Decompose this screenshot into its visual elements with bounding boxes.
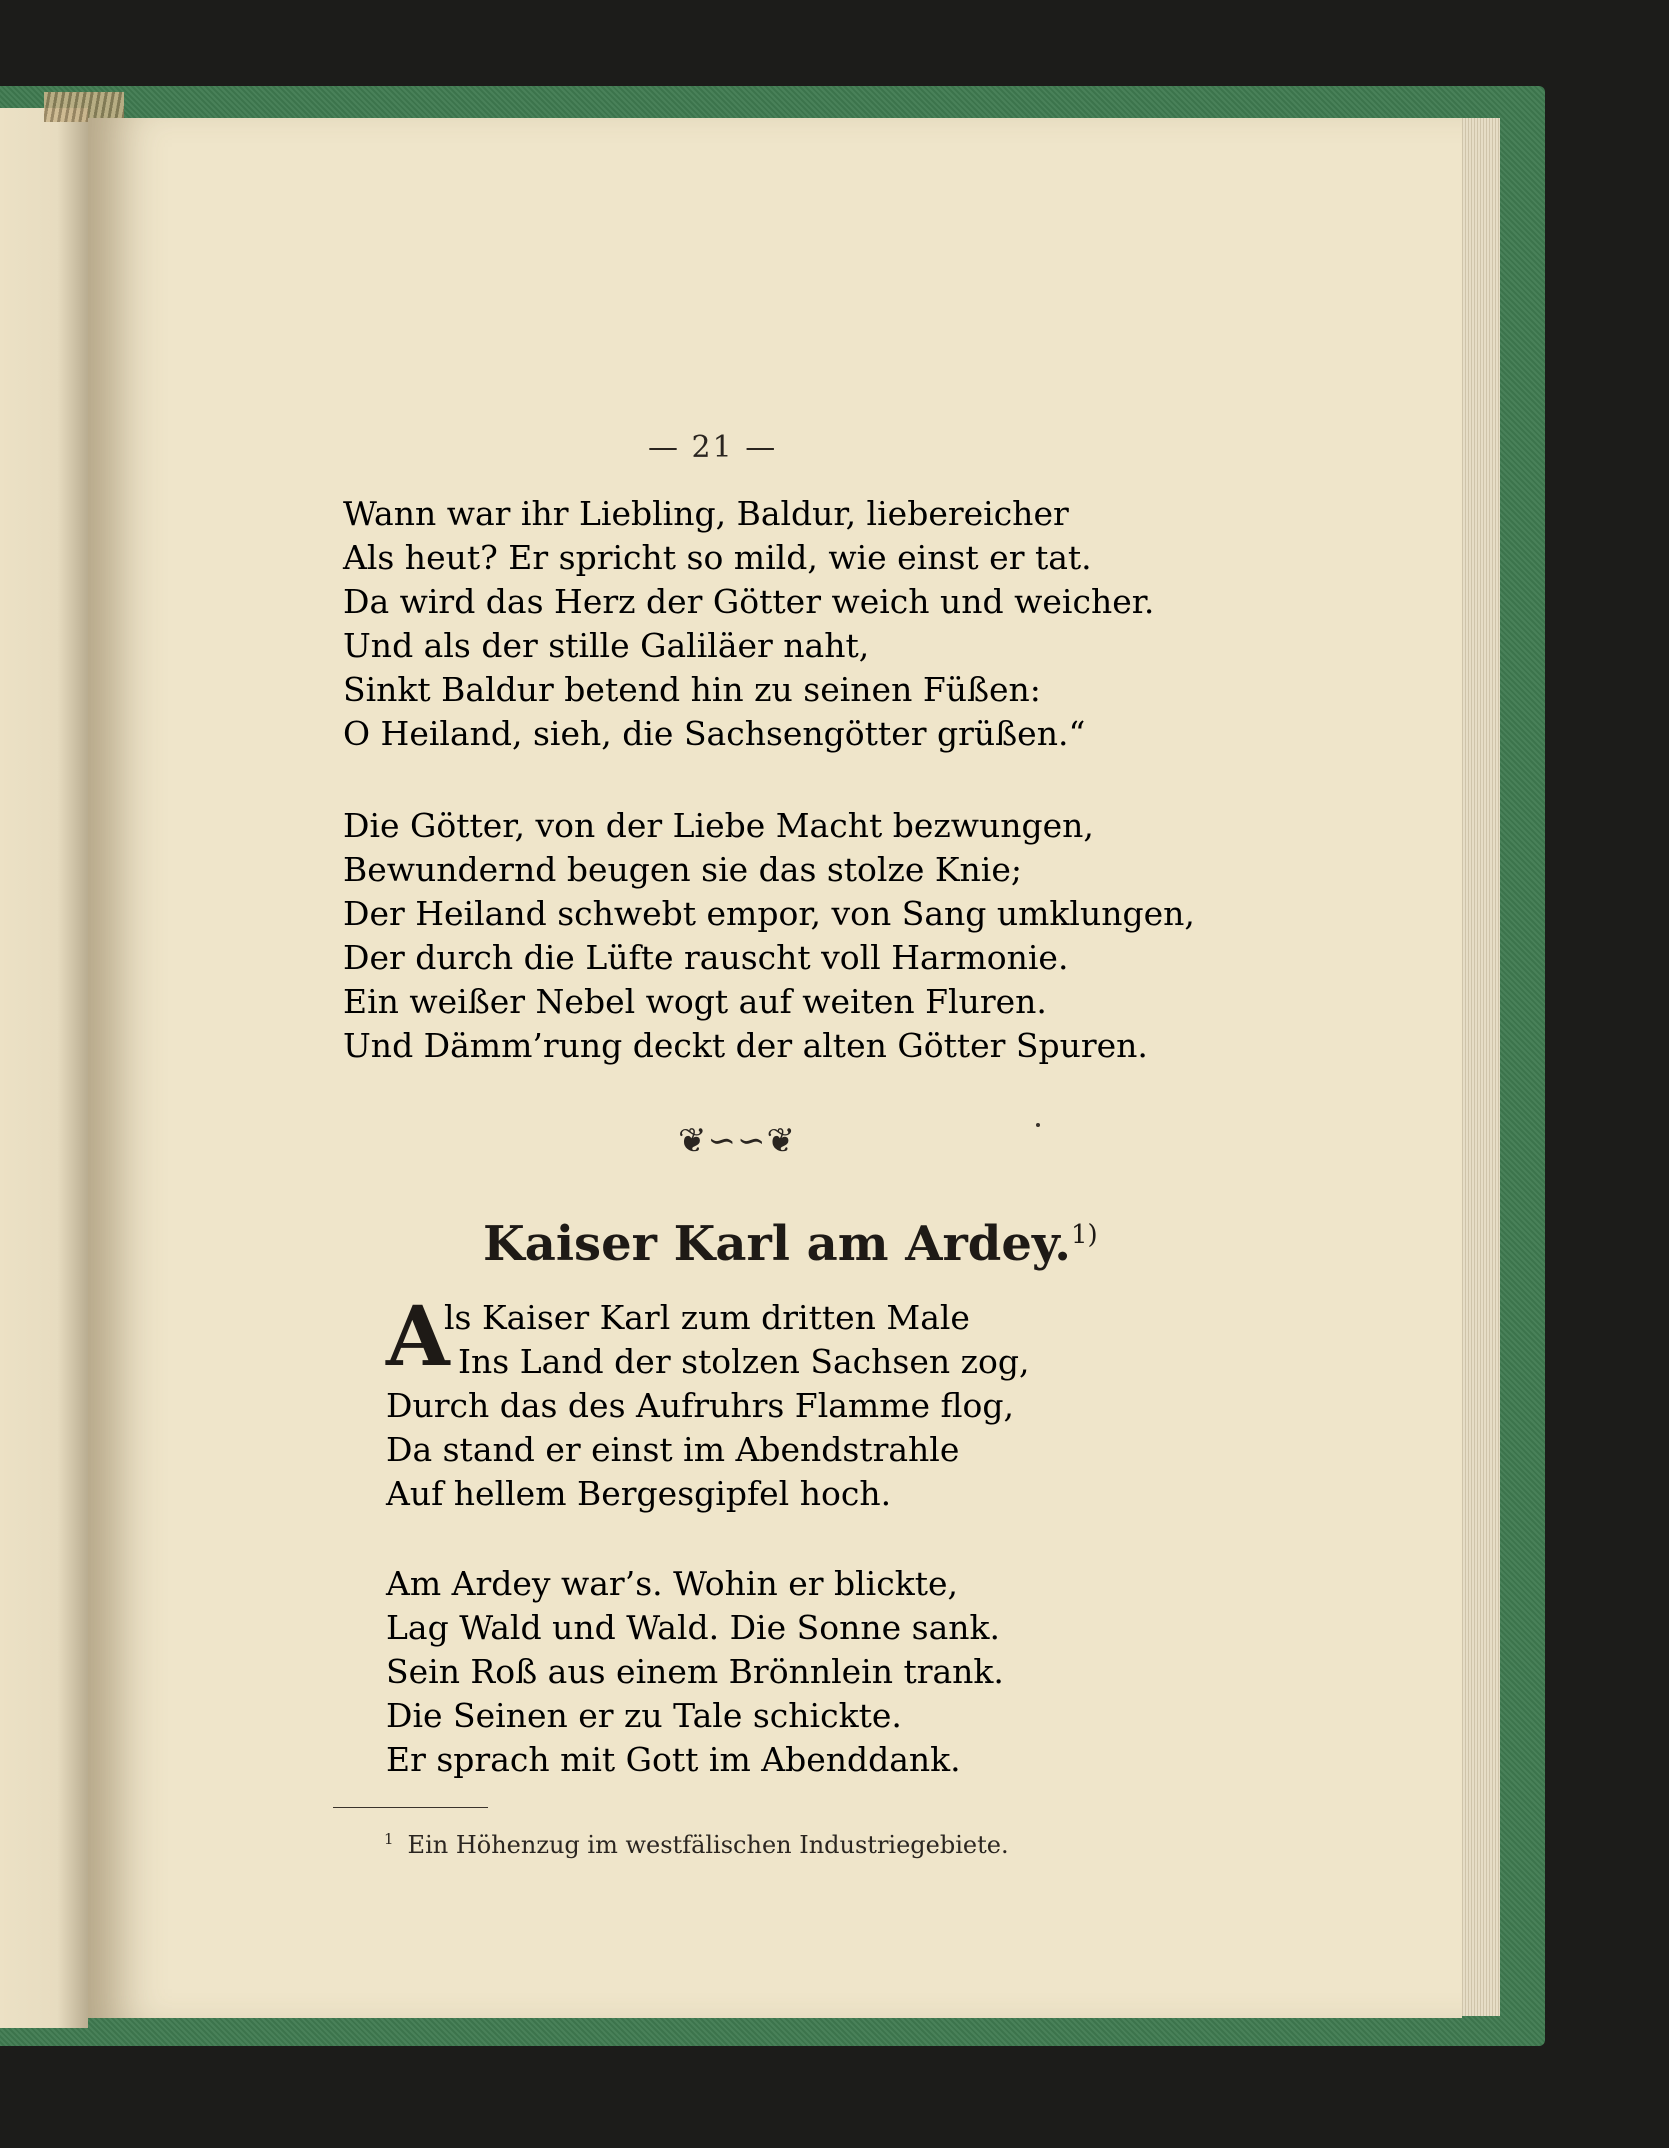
verse-line: Da wird das Herz der Götter weich und weicher. bbox=[343, 582, 1155, 621]
footnote bbox=[384, 1830, 1009, 1859]
verse-line: Durch das des Aufruhrs Flamme flog, bbox=[386, 1386, 1015, 1425]
footnote-text: Ein Höhenzug im westfälischen Industriegebiete. bbox=[407, 1831, 1009, 1859]
book-page bbox=[88, 118, 1462, 2018]
verse-line: Wann war ihr Liebling, Baldur, liebereicher bbox=[343, 494, 1069, 533]
stanza-4 bbox=[386, 1562, 1004, 1782]
verse-line: Lag Wald und Wald. Die Sonne sank. bbox=[386, 1608, 1000, 1647]
verse-line: Ins Land der stolzen Sachsen zog, bbox=[458, 1342, 1030, 1381]
stanza-1 bbox=[343, 492, 1154, 756]
verse-line: Sein Roß aus einem Brönnlein trank. bbox=[386, 1652, 1004, 1691]
poem-title bbox=[483, 1216, 1098, 1272]
verse-line: ls Kaiser Karl zum dritten Male bbox=[444, 1298, 970, 1337]
verse-line: Sinkt Baldur betend hin zu seinen Füßen: bbox=[343, 670, 1041, 709]
page-number: — 21 — bbox=[648, 430, 778, 465]
verse-line: Am Ardey war’s. Wohin er blickte, bbox=[386, 1564, 958, 1603]
poem-title-text: Kaiser Karl am Ardey. bbox=[483, 1216, 1071, 1272]
verse-line: O Heiland, sieh, die Sachsengötter grüßen.“ bbox=[343, 714, 1086, 753]
verse-line: Er sprach mit Gott im Abenddank. bbox=[386, 1740, 961, 1779]
verse-line: Der Heiland schwebt empor, von Sang umklungen, bbox=[343, 894, 1195, 933]
footnote-rule bbox=[333, 1807, 488, 1808]
verse-line: Die Götter, von der Liebe Macht bezwungen, bbox=[343, 806, 1094, 845]
verse-line: Da stand er einst im Abendstrahle bbox=[386, 1430, 960, 1469]
verse-line: Bewundernd beugen sie das stolze Knie; bbox=[343, 850, 1022, 889]
verse-line: Ein weißer Nebel wogt auf weiten Fluren. bbox=[343, 982, 1047, 1021]
verse-line: Und Dämm’rung deckt der alten Götter Spuren. bbox=[343, 1026, 1148, 1065]
verse-line: Der durch die Lüfte rauscht voll Harmonie. bbox=[343, 938, 1069, 977]
title-footnote-ref: 1) bbox=[1071, 1220, 1098, 1250]
verse-line: Auf hellem Bergesgipfel hoch. bbox=[386, 1474, 892, 1513]
drop-initial: A bbox=[386, 1289, 450, 1385]
verse-line: Die Seinen er zu Tale schickte. bbox=[386, 1696, 902, 1735]
stanza-2 bbox=[343, 804, 1195, 1068]
verse-line: Als heut? Er spricht so mild, wie einst er tat. bbox=[343, 538, 1092, 577]
left-page-edge bbox=[0, 108, 88, 2028]
stanza-3 bbox=[386, 1289, 1030, 1516]
ornament-divider: ❦∽∽❦ bbox=[678, 1121, 796, 1161]
ink-speck bbox=[1036, 1123, 1040, 1127]
footnote-mark: 1 bbox=[384, 1830, 394, 1848]
verse-line: Und als der stille Galiläer naht, bbox=[343, 626, 870, 665]
